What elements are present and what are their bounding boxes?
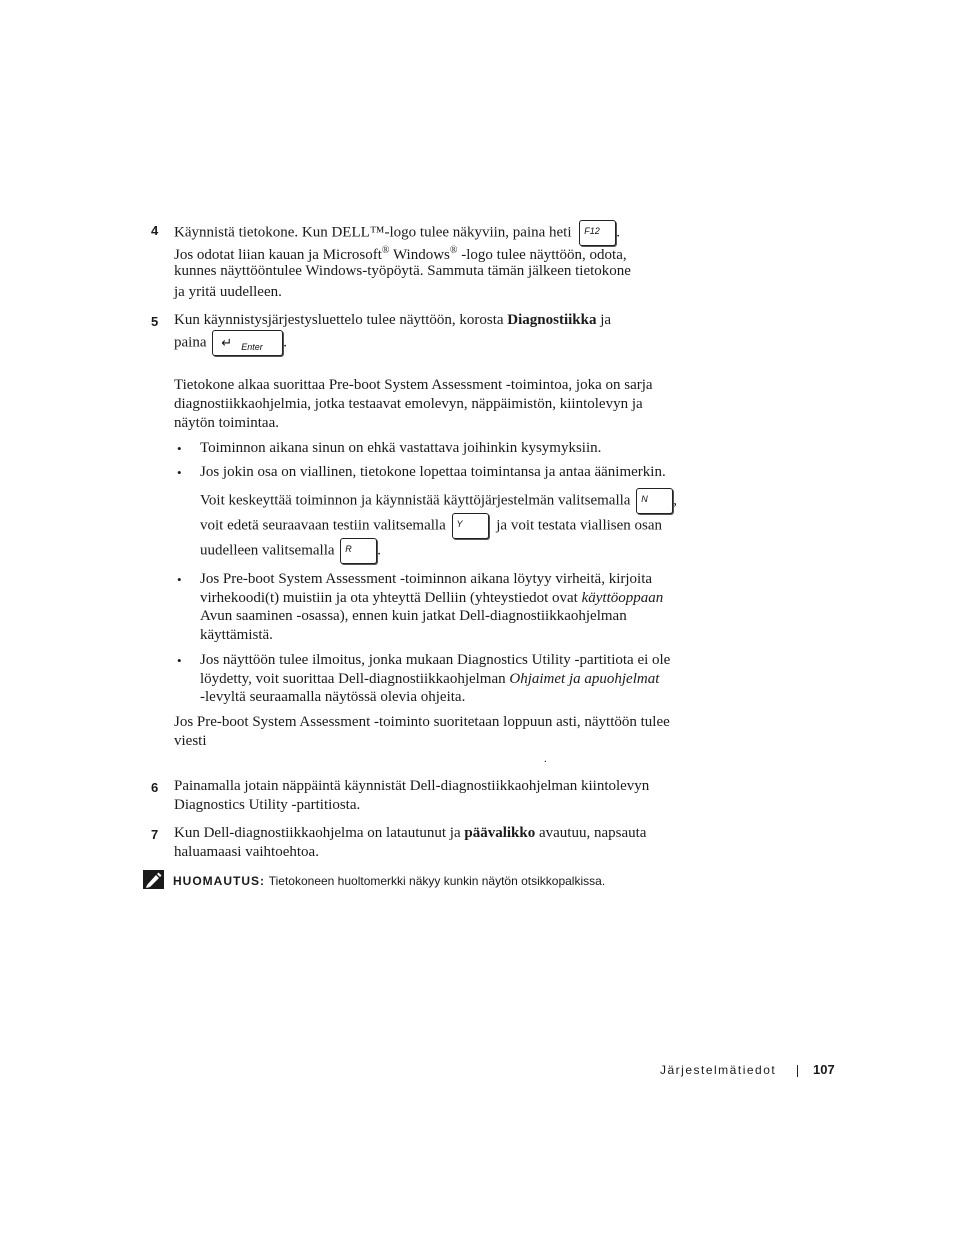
bullet-text bbox=[200, 670, 659, 689]
bullet-icon: • bbox=[177, 465, 182, 480]
enter-key-icon: ↵ Enter bbox=[212, 330, 283, 356]
bullet-text: Toiminnon aikana sinun on ehkä vastattava joihinkin kysymyksiin. bbox=[200, 440, 602, 456]
note bbox=[173, 872, 605, 891]
step-text-line: . bbox=[616, 224, 621, 241]
text-segment: Voit keskeyttää toiminnon ja käynnistää käyttöjärjestelmän valitsemalla bbox=[200, 492, 631, 509]
italic-term: käyttöoppaan bbox=[581, 590, 664, 606]
note-text: Tietokoneen huoltomerkki näkyy kunkin näytön otsikkopalkissa. bbox=[268, 874, 606, 888]
paragraph-line: diagnostiikkaohjelmia, jotka testaavat emolevyn, näppäimistön, kiintolevyn ja bbox=[174, 396, 643, 412]
text-segment: voit edetä seuraavaan testiin valitsemalla bbox=[200, 517, 446, 534]
bullet-text: käyttämistä. bbox=[200, 627, 273, 643]
bullet-text bbox=[200, 488, 677, 514]
text-segment: -logo tulee näyttöön, odota, bbox=[457, 247, 627, 263]
text-segment: , bbox=[673, 492, 677, 509]
r-key-icon bbox=[340, 538, 377, 564]
bold-term: päävalikko bbox=[464, 825, 536, 841]
step-text-line: Painamalla jotain näppäintä käynnistät Dell-diagnostiikkaohjelman kiintolevyn bbox=[174, 778, 650, 794]
paragraph-line: viesti bbox=[174, 733, 207, 749]
key-label: Y bbox=[456, 519, 463, 529]
step-text-line bbox=[174, 824, 646, 843]
bold-term: Diagnostiikka bbox=[507, 312, 597, 328]
text-segment: . bbox=[377, 542, 382, 559]
step-text-line bbox=[174, 311, 611, 330]
note-label: HUOMAUTUS: bbox=[173, 874, 265, 888]
text-segment: ja voit testata viallisen osan bbox=[496, 517, 663, 534]
step-text-line: haluamaasi vaihtoehtoa. bbox=[174, 844, 319, 860]
text-segment: Kun käynnistysjärjestysluettelo tulee näyttöön, korosta bbox=[174, 312, 508, 328]
text-segment: löydetty, voit suorittaa Dell-diagnostiikkaohjelman bbox=[200, 671, 510, 687]
step-number: 5 bbox=[151, 314, 159, 329]
text-segment: ja bbox=[596, 312, 612, 328]
step-number: 4 bbox=[151, 223, 159, 238]
paragraph-line: näytön toimintaa. bbox=[174, 415, 279, 431]
n-key-icon bbox=[636, 488, 673, 514]
bullet-text: Avun saaminen -osassa), ennen kuin jatkat Dell-diagnostiikkaohjelman bbox=[200, 608, 627, 624]
key-label: R bbox=[345, 544, 352, 554]
text-segment: . bbox=[283, 334, 287, 351]
text-segment: virhekoodi(t) muistiin ja ota yhteyttä Delliin (yhteystiedot ovat bbox=[200, 590, 582, 606]
step-text-line: ja yritä uudelleen. bbox=[174, 284, 282, 300]
bullet-text: Jos jokin osa on viallinen, tietokone lopettaa toimintansa ja antaa äänimerkin. bbox=[200, 464, 666, 480]
bullet-icon: • bbox=[177, 572, 182, 587]
step-text-line: kunnes näyttööntulee Windows-työpöytä. Sammuta tämän jälkeen tietokone bbox=[174, 263, 631, 279]
bullet-text bbox=[200, 513, 662, 539]
registered-mark: ® bbox=[381, 245, 390, 256]
footer-separator bbox=[797, 1065, 798, 1077]
bullet-text bbox=[200, 538, 381, 564]
bullet-icon: • bbox=[177, 441, 182, 456]
stray-dot: . bbox=[544, 753, 547, 765]
text-segment: Kun Dell-diagnostiikkaohjelma on latautunut ja bbox=[174, 825, 465, 841]
pencil-note-icon bbox=[143, 870, 164, 889]
key-label: Enter bbox=[241, 342, 263, 352]
bullet-icon: • bbox=[177, 653, 182, 668]
step-text-line bbox=[174, 330, 287, 356]
paragraph-line: Tietokone alkaa suorittaa Pre-boot System Assessment -toimintoa, joka on sarja bbox=[174, 377, 653, 393]
key-label: F12 bbox=[584, 226, 600, 236]
bullet-text: Jos Pre-boot System Assessment -toiminnon aikana löytyy virheitä, kirjoita bbox=[200, 571, 653, 587]
text-segment: avautuu, napsauta bbox=[535, 825, 647, 841]
registered-mark: ® bbox=[449, 245, 458, 256]
y-key-icon bbox=[452, 513, 489, 539]
text-segment: Jos odotat liian kauan ja Microsoft bbox=[174, 247, 382, 263]
text-segment: uudelleen valitsemalla bbox=[200, 542, 335, 559]
step-number: 6 bbox=[151, 780, 159, 795]
text-segment: paina bbox=[174, 334, 207, 351]
step-text-line: Käynnistä tietokone. Kun DELL™-logo tulee näkyviin, paina heti bbox=[174, 224, 572, 241]
paragraph-line: Jos Pre-boot System Assessment -toiminto suoritetaan loppuun asti, näyttöön tulee bbox=[174, 714, 670, 730]
bullet-text: -levyltä seuraamalla näytössä olevia ohjeita. bbox=[200, 689, 466, 705]
step-text-line: Diagnostics Utility -partitiosta. bbox=[174, 797, 361, 813]
italic-term: Ohjaimet ja apuohjelmat bbox=[509, 671, 660, 687]
bullet-text: Jos näyttöön tulee ilmoitus, jonka mukaan Diagnostics Utility -partitiota ei ole bbox=[200, 652, 671, 668]
step-number: 7 bbox=[151, 827, 159, 842]
page-number: 107 bbox=[813, 1062, 835, 1077]
bullet-text bbox=[200, 589, 663, 608]
footer-section-title: Järjestelmätiedot bbox=[660, 1063, 777, 1077]
key-label: N bbox=[641, 494, 648, 504]
text-segment: Windows bbox=[389, 247, 450, 263]
